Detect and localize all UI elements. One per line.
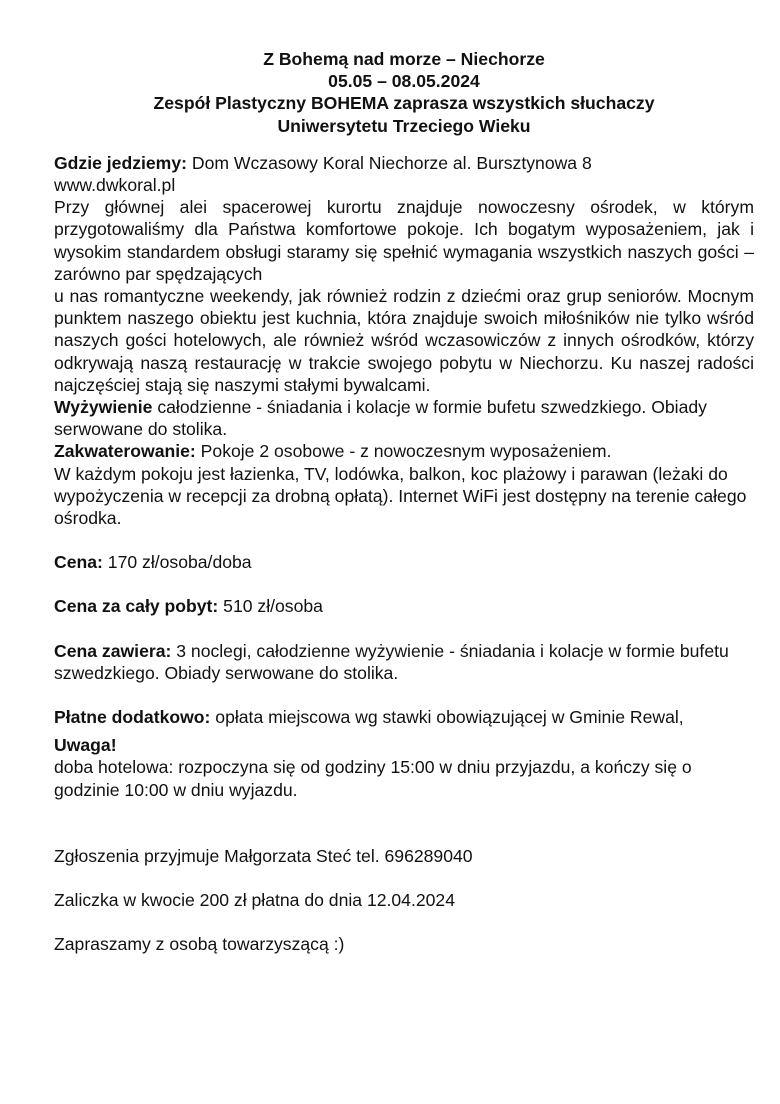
meals-label: Wyżywienie <box>54 397 153 418</box>
total-price-section <box>54 595 754 617</box>
destination-description: Przy głównej alei spacerowej kurortu znajduje nowoczesny ośrodek, w którym przygotowaliśmy dla Państwa komfortowe pokoje. Ich bogatym wyposażeniem, jak i wysokim standardem obsługi staramy się spełnić wymagania wszystkich naszych gości – zarówno par spędzających <box>54 197 754 284</box>
closing-line: Zapraszamy z osobą towarzyszącą :) <box>54 934 345 955</box>
destination-description-continued: u nas romantyczne weekendy, jak również rodzin z dziećmi oraz grup seniorów. Mocnym punktem naszego obiektu jest kuchnia, która znajduje swoich miłośników nie tylko wśród naszych gości hotelowych, ale również wśród wczasowiczów z innych ośrodków, którzy odkrywają naszą restaurację w trakcie swojego pobytu w Niechorzu. Ku naszej radości najczęściej stają się naszymi stałymi bywalcami. <box>54 286 754 395</box>
price-value: 170 zł/osoba/doba <box>102 552 252 573</box>
date-line: 05.05 – 08.05.2024 <box>328 71 480 92</box>
total-price-label: Cena za cały pobyt: <box>54 596 219 617</box>
invitation-line: Zespół Plastyczny BOHEMA zaprasza wszystkich słuchaczy <box>153 93 655 114</box>
website-link[interactable]: www.dwkoral.pl <box>54 175 176 196</box>
destination-value: Dom Wczasowy Koral Niechorze al. Bursztynowa 8 <box>186 152 592 173</box>
total-price-value: 510 zł/osoba <box>218 596 323 617</box>
extra-fees-section <box>54 706 754 728</box>
destination-section <box>54 152 754 174</box>
note-label: Uwaga! <box>54 735 117 756</box>
includes-value: 3 noclegi, całodzienne wyżywienie - śniadania i kolacje w formie bufetu szwedzkiego. Obiady serwowane do stolika. <box>54 640 729 683</box>
includes-section <box>54 640 754 684</box>
document-header <box>54 48 754 137</box>
destination-label: Gdzie jedziemy: <box>54 152 187 173</box>
audience-line: Uniwersytetu Trzeciego Wieku <box>277 115 531 136</box>
price-section <box>54 551 754 573</box>
includes-label: Cena zawiera: <box>54 640 172 661</box>
contact-line: Zgłoszenia przyjmuje Małgorzata Steć tel. 696289040 <box>54 845 473 866</box>
accommodation-label: Zakwaterowanie: <box>54 441 196 462</box>
accommodation-section <box>54 440 754 462</box>
meals-section <box>54 396 754 440</box>
document-page <box>54 48 754 956</box>
extra-fees-label: Płatne dodatkowo: <box>54 707 211 728</box>
deposit-line: Zaliczka w kwocie 200 zł płatna do dnia 12.04.2024 <box>54 890 455 911</box>
accommodation-details: W każdym pokoju jest łazienka, TV, lodówka, balkon, koc plażowy i parawan (leżaki do wypożyczenia w recepcji za drobną opłatą). Internet WiFi jest dostępny na terenie całego ośrodka. <box>54 463 747 529</box>
price-label: Cena: <box>54 552 103 573</box>
meals-value: całodzienne - śniadania i kolacje w formie bufetu szwedzkiego. Obiady serwowane do stolika. <box>54 397 707 440</box>
note-value: doba hotelowa: rozpoczyna się od godziny 15:00 w dniu przyjazdu, a kończy się o godzinie 10:00 w dniu wyjazdu. <box>54 757 692 800</box>
title-line: Z Bohemą nad morze – Niechorze <box>263 49 545 69</box>
accommodation-value: Pokoje 2 osobowe - z nowoczesnym wyposażeniem. <box>195 441 612 462</box>
extra-fees-value: opłata miejscowa wg stawki obowiązującej w Gminie Rewal, <box>210 707 684 728</box>
